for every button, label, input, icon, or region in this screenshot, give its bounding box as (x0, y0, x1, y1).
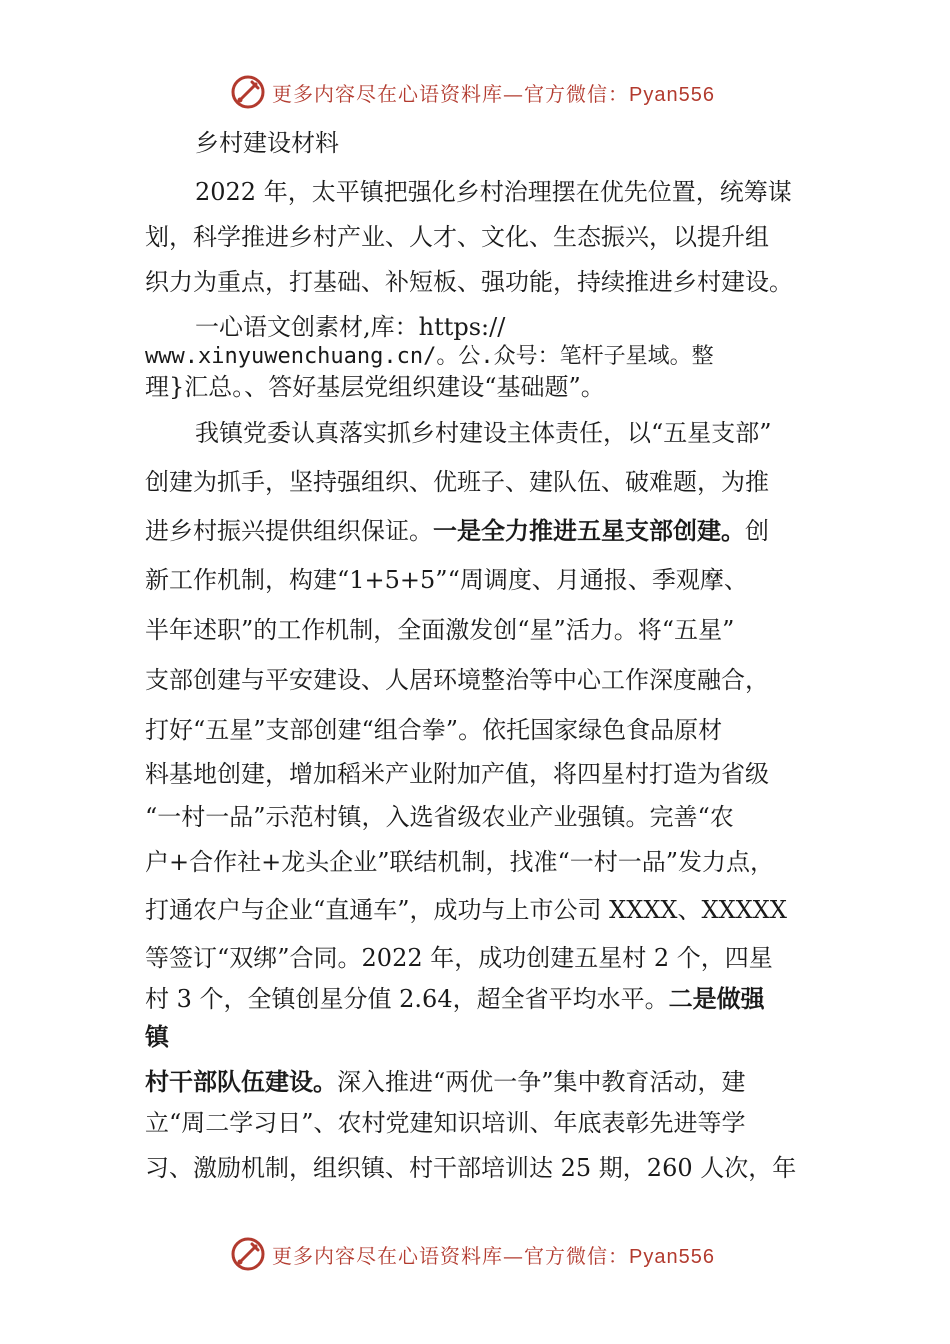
paragraph-line: 打通农户与企业“直通车”，成功与上市公司 XXXX、XXXXX (145, 896, 787, 924)
bold-heading-two-tail: 村干部队伍建设。 (145, 1068, 337, 1096)
paragraph-line: 织力为重点，打基础、补短板、强功能，持续推进乡村建设。 (145, 268, 793, 296)
header-banner (230, 72, 715, 112)
paragraph-line: 立“周二学习日”、农村党建知识培训、年底表彰先进等学 (145, 1109, 746, 1137)
paragraph-line: 习、激励机制，组织镇、村干部培训达 25 期，260 人次，年 (145, 1154, 797, 1182)
paragraph-line: “一村一品”示范村镇，入选省级农业产业强镇。完善“农 (145, 803, 734, 831)
paragraph-line: 创建为抓手，坚持强组织、优班子、建队伍、破难题，为推 (145, 468, 769, 496)
doc-title: 乡村建设材料 (195, 129, 339, 157)
paragraph-line: 理}汇总。、答好基层党组织建设“基础题”。 (145, 373, 605, 401)
paragraph-line: 村 3 个，全镇创星分值 2.64，超全省平均水平。二是做强 (145, 985, 765, 1013)
paragraph-line: 2022 年，太平镇把强化乡村治理摆在优先位置，统筹谋 (195, 178, 792, 206)
paragraph-line: 一心语文创素材,库：https:// (195, 313, 506, 341)
paragraph-line: 半年述职”的工作机制，全面激发创“星”活力。将“五星” (145, 616, 735, 644)
paragraph-line: www.xinyuwenchuang.cn/。公.众号：笔杆子星域。整 (145, 344, 714, 369)
banner-text: 更多内容尽在心语资料库—官方微信：Pyan556 (272, 1243, 715, 1268)
pen-logo-icon (230, 1236, 266, 1272)
paragraph-line: 我镇党委认真落实抓乡村建设主体责任，以“五星支部” (195, 419, 772, 447)
footer-banner (230, 1234, 715, 1274)
banner-text: 更多内容尽在心语资料库—官方微信：Pyan556 (272, 81, 715, 106)
paragraph-line: 新工作机制，构建“1+5+5”“周调度、月通报、季观摩、 (145, 566, 748, 594)
paragraph-line: 进乡村振兴提供组织保证。一是全力推进五星支部创建。创 (145, 517, 769, 545)
paragraph-line: 打好“五星”支部创建“组合拳”。依托国家绿色食品原材 (145, 716, 723, 744)
paragraph-line: 划，科学推进乡村产业、人才、文化、生态振兴，以提升组 (145, 223, 769, 251)
paragraph-line: 等签订“双绑”合同。2022 年，成功创建五星村 2 个，四星 (145, 944, 773, 972)
pen-logo-icon (230, 74, 266, 110)
paragraph-line: 户+合作社+龙头企业”联结机制，找准“一村一品”发力点， (145, 848, 775, 876)
bold-heading-two-cont: 镇 (145, 1023, 169, 1051)
bold-heading-two: 二是做强 (668, 985, 765, 1013)
bold-heading-one: 一是全力推进五星支部创建。 (433, 517, 745, 545)
paragraph-line: 料基地创建，增加稻米产业附加产值，将四星村打造为省级 (145, 760, 769, 788)
paragraph-line: 支部创建与平安建设、人居环境整治等中心工作深度融合， (145, 666, 769, 694)
paragraph-line: 村干部队伍建设。深入推进“两优一争”集中教育活动，建 (145, 1068, 746, 1096)
